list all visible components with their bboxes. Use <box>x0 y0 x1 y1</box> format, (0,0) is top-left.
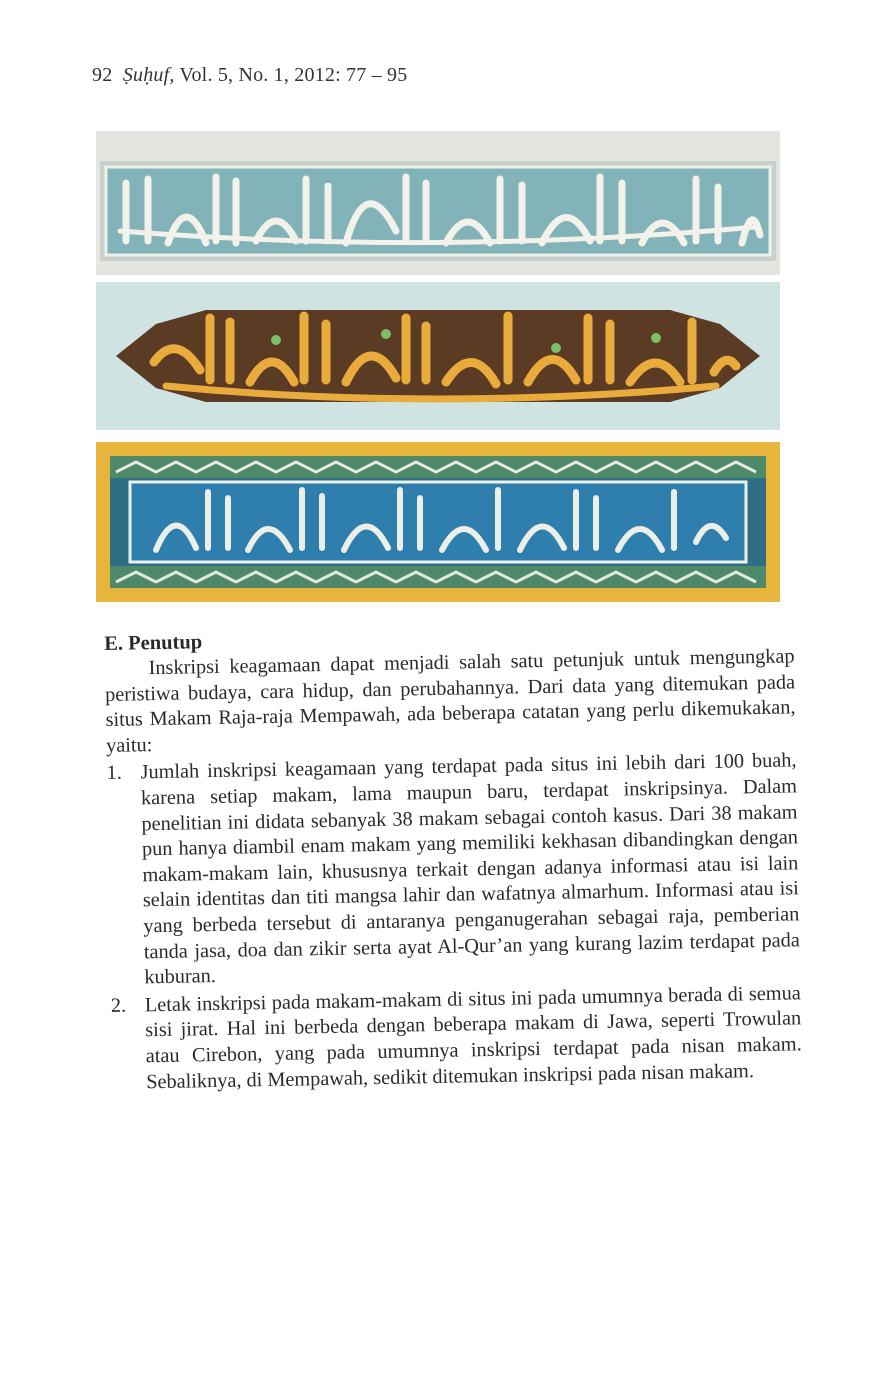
intro-paragraph: Inskripsi keagamaan dapat menjadi salah satu petunjuk untuk mengungkap peristiwa budaya, cara hidup, dan perubahannya. Dari data yang ditemukan pada situs Makam Raja-raja Mempawah, ada beberapa catatan yang perlu dikemukakan, yaitu: <box>104 645 796 757</box>
conclusion-list <box>106 749 802 1096</box>
section-heading: E. Penutup <box>104 631 203 655</box>
list-item-number: 1. <box>106 762 123 785</box>
list-item-text: Letak inskripsi pada makam-makam di situs ini pada umumnya berada di semua sisi jirat. Hal ini berbeda dengan beberapa makam di Jawa, seperti Trowulan atau Cirebon, yang pada umumnya inskripsi terdapat pada nisan makam. Sebaliknya, di Mempawah, sedikit ditemukan inskripsi pada nisan makam. <box>144 982 802 1093</box>
calligraphy-panel-gold <box>96 282 780 430</box>
conclusion-section <box>104 619 802 1096</box>
list-item-text: Jumlah inskripsi keagamaan yang terdapat pada situs ini lebih dari 100 buah, karena setiap makam, lama maupun baru, terdapat inskripsinya. Dalam penelitian ini didata sebanyak 38 makam sebagai contoh kasus. Dari 38 makam pun hanya diambil enam makam yang memiliki kekhasan dibandingkan dengan makam-makam lain, khususnya terkait dengan adanya informasi atau isi lain selain identitas dan titi mangsa lahir dan wafatnya almarhum. Informasi atau isi yang berbeda tersebut di antaranya penganugerahan sebagai raja, pemberian tanda jasa, doa dan zikir serta ayat Al-Qur’an yang kurang lazim terdapat pada kuburan. <box>140 749 800 989</box>
list-item <box>111 981 803 1096</box>
journal-name: Ṣuḥuf, <box>122 64 175 86</box>
calligraphy-panel-blue <box>96 442 780 602</box>
list-item <box>106 749 800 992</box>
running-header <box>92 64 407 87</box>
calligraphy-panel-stone <box>96 131 780 275</box>
journal-citation: Vol. 5, No. 1, 2012: 77 – 95 <box>179 64 408 86</box>
page-number: 92 <box>92 64 113 86</box>
list-item-number: 2. <box>110 994 127 1017</box>
